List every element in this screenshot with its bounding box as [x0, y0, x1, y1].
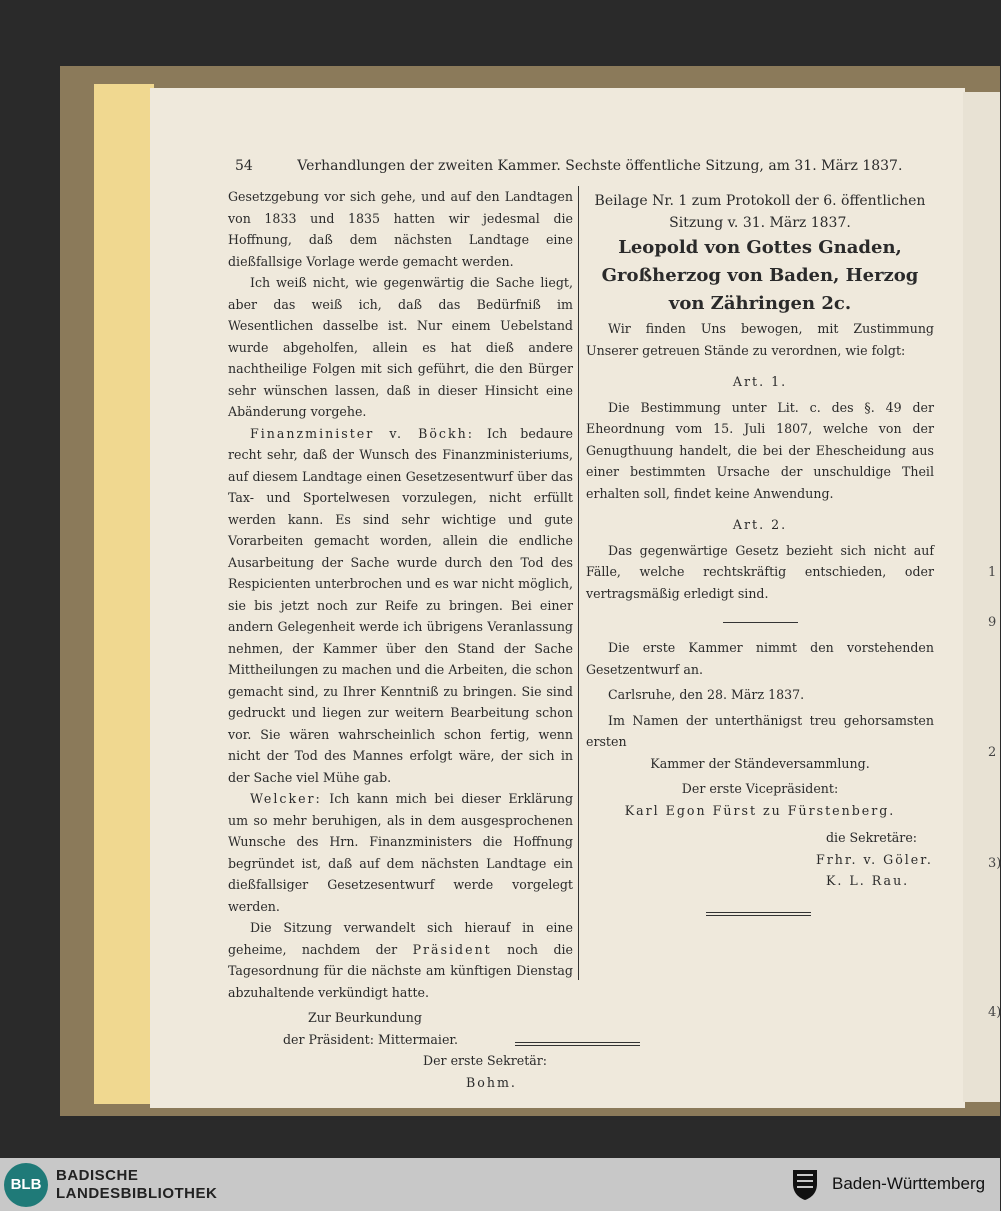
adjacent-page-mark: 4): [988, 1005, 1001, 1020]
adjacent-page-mark: 9: [988, 615, 997, 630]
closing-text: noch die Tagesordnung für die nächste am künftigen Dienstag abzuhaltende verkündigt hatte.: [228, 941, 573, 1000]
coat-of-arms-icon: [790, 1168, 820, 1202]
article-title: Art. 2.: [732, 517, 788, 532]
article-title: Art. 1.: [732, 374, 788, 389]
adjacent-page-mark: 1: [988, 565, 997, 580]
adjacent-page-mark: 2: [988, 745, 997, 760]
decree-heading: Leopold von Gottes Gnaden, Großherzog von Baden, Herzog von Zähringen 2c.: [601, 237, 919, 314]
right-column: [586, 190, 934, 916]
in-name-line: Im Namen der unterthänigst treu gehorsamsten ersten: [586, 712, 934, 749]
left-column: [228, 186, 573, 1093]
article-text: Die Bestimmung unter Lit. c. des §. 49 der Eheordnung vom 15. Juli 1807, welche von der Genugthuung handelt, die bei der Ehescheidung aus einer bestimmten Ursache der unschuldige Theil erhalten soll, findet keine Anwendung.: [586, 399, 934, 501]
acceptance-note: Die erste Kammer nimmt den vorstehenden Gesetzentwurf an.: [586, 640, 934, 677]
secretary-name: Frhr. v. Göler.: [816, 851, 933, 867]
secretary-title: Der erste Sekretär:: [423, 1053, 548, 1068]
speech-text: Ich bedaure recht sehr, daß der Wunsch des Finanzministeriums, auf diesem Landtage einen Gesetzesentwurf über das Tax- und Sportelwesen vorzulegen, nicht erfüllt werden kann. Es sind sehr wichtige und gute Vorarbeiten gemacht worden, allein die endliche Ausarbeitung der Sache wurde durch den Tod des Respicienten unterbrochen und es war nicht möglich, sie bis jetzt noch zur Reife zu bringen. Bei einer andern Gelegenheit werde ich übrigens Veranlassung nehmen, der Kammer über den Stand der Sache Mittheilungen zu machen und die Arbeiten, die schon gemacht sind, zu Ihrer Kenntniß zu bringen. Sie sind gedruckt und liegen zur weitern Bearbeitung schon vor. Sie wären wahrscheinlich schon fertig, wenn nicht der Tod des Mannes erfolgt wäre, der sich in der Sache viel Mühe gab.: [228, 425, 573, 785]
section-rule: [723, 622, 798, 623]
paragraph: [228, 917, 573, 1003]
closing-text: Die Sitzung verwandelt sich hierauf in eine geheime, nachdem der: [228, 920, 573, 957]
vice-president-title: Der erste Vicepräsident:: [681, 781, 839, 796]
speech-text: Ich kann mich bei dieser Erklärung um so mehr beruhigen, als in dem ausgesprochenen Wunsche des Hrn. Finanzministers die Hoffnung begründet ist, daß auf dem nächsten Landtage ein dießfallsiger Gesetzesentwurf werde vorgelegt werden.: [228, 791, 573, 914]
paragraph: Gesetzgebung vor sich gehe, und auf den Landtagen von 1833 und 1835 hatten wir jedesmal die Hoffnung, daß dem nächsten Landtage eine dießfallsige Vorlage werde gemacht werden.: [228, 189, 573, 269]
paragraph: [228, 788, 573, 917]
institution-line: BADISCHE: [56, 1167, 139, 1184]
column-divider: [578, 186, 579, 980]
secretary-name: Bohm.: [466, 1074, 517, 1090]
speaker-name: Welcker:: [250, 791, 322, 806]
running-head-title: Verhandlungen der zweiten Kammer. Sechste öffentliche Sitzung, am 31. März 1837.: [297, 158, 903, 174]
blb-logo[interactable]: BLB: [4, 1163, 48, 1207]
paragraph: [228, 423, 573, 789]
vice-president-name: Karl Egon Fürst zu Fürstenberg.: [624, 802, 896, 818]
attest-line: Zur Beurkundung: [308, 1010, 422, 1025]
president-title: Präsident: [412, 941, 492, 957]
page-end-rule: [515, 1042, 640, 1046]
footer-bar: [0, 1158, 1000, 1211]
page-edges: [94, 84, 154, 1104]
president-signature: der Präsident: Mittermaier.: [283, 1031, 459, 1047]
institution-line: LANDESBIBLIOTHEK: [56, 1185, 218, 1202]
appendix-heading: Beilage Nr. 1 zum Protokoll der 6. öffentlichen Sitzung v. 31. März 1837.: [594, 193, 926, 231]
secretaries-title: die Sekretäre:: [826, 830, 918, 845]
decree-intro: Wir finden Uns bewogen, mit Zustimmung Unserer getreuen Stände zu verordnen, wie folgt:: [586, 321, 934, 358]
running-head: [235, 158, 903, 174]
article-text: Das gegenwärtige Gesetz bezieht sich nicht auf Fälle, welche rechtskräftig entschieden, oder vertragsmäßig erledigt sind.: [586, 542, 934, 601]
institution-name: [56, 1167, 217, 1203]
adjacent-page: [963, 92, 1000, 1102]
speaker-name: Finanzminister v. Böckh:: [250, 425, 474, 441]
in-name-line: Kammer der Ständeversammlung.: [650, 755, 870, 771]
end-rule: [706, 912, 811, 916]
page-number: 54: [235, 158, 253, 174]
partner-name[interactable]: Baden-Württemberg: [832, 1174, 986, 1193]
paragraph: Ich weiß nicht, wie gegenwärtig die Sache liegt, aber das weiß ich, daß das Bedürfniß im Wesentlichen dasselbe ist. Nur einem Uebelstand wurde abgeholfen, allein es hat dieß andere nachtheilige Folgen mit sich geführt, die den Bürger sehr wünschen lassen, daß in dieser Hinsicht eine Abänderung vorgehe.: [228, 275, 573, 419]
adjacent-page-mark: 3): [988, 856, 1001, 871]
secretary-name: K. L. Rau.: [826, 873, 910, 888]
place-date: Carlsruhe, den 28. März 1837.: [608, 687, 805, 702]
